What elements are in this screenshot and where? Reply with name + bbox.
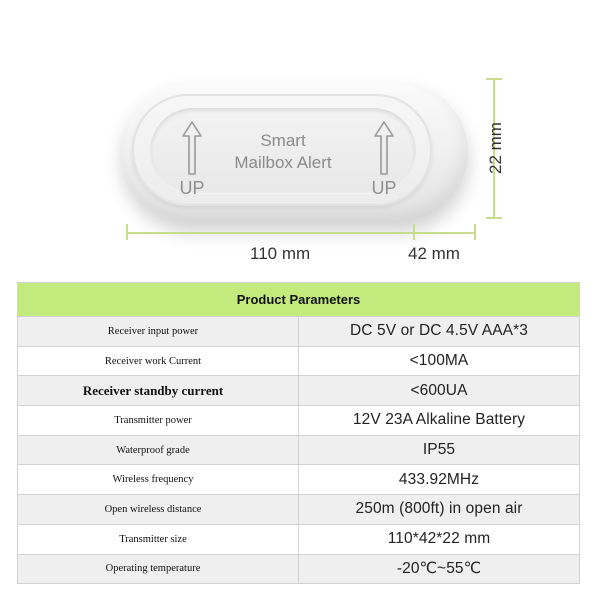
param-name: Wireless frequency [18, 465, 299, 495]
param-name: Waterproof grade [18, 435, 299, 465]
dimension-tick [486, 78, 502, 80]
table-row [18, 554, 580, 584]
table-row [18, 376, 580, 406]
dimension-line-length [126, 232, 414, 234]
param-name: Transmitter power [18, 406, 299, 436]
dimension-height-label: 22 mm [485, 122, 505, 174]
device-body [122, 82, 468, 222]
param-value: -20℃~55℃ [299, 554, 580, 584]
param-name: Operating temperature [18, 554, 299, 584]
param-name: Receiver work Current [18, 346, 299, 376]
dimension-length-label: 110 mm [250, 244, 311, 263]
param-value: DC 5V or DC 4.5V AAA*3 [299, 317, 580, 347]
param-value: 12V 23A Alkaline Battery [299, 406, 580, 436]
up-mark-right [364, 120, 404, 204]
param-name: Open wireless distance [18, 495, 299, 525]
dimension-width-label: 42 mm [408, 244, 460, 263]
table-row [18, 317, 580, 347]
param-name: Receiver standby current [18, 376, 299, 406]
table-row [18, 465, 580, 495]
table-row [18, 406, 580, 436]
product-image [114, 76, 474, 228]
param-value: <100MA [299, 346, 580, 376]
param-name: Receiver input power [18, 317, 299, 347]
param-value: 110*42*22 mm [299, 524, 580, 554]
device-face [132, 94, 432, 206]
dimension-tick [486, 217, 502, 219]
param-value: 250m (800ft) in open air [299, 495, 580, 525]
param-value: <600UA [299, 376, 580, 406]
param-value: IP55 [299, 435, 580, 465]
up-label-left: UP [179, 178, 205, 198]
dimension-tick [474, 224, 476, 240]
table-row [18, 524, 580, 554]
device-text-line2: Mailbox Alert [234, 153, 332, 172]
parameters-table [17, 282, 580, 584]
dimension-tick [126, 224, 128, 240]
table-header: Product Parameters [18, 283, 580, 317]
table-row [18, 495, 580, 525]
dimension-line-width [413, 232, 475, 234]
up-arrow-icon [373, 120, 395, 176]
param-name: Transmitter size [18, 524, 299, 554]
table-row [18, 346, 580, 376]
up-label-right: UP [371, 178, 397, 198]
table-row [18, 435, 580, 465]
device-text-line1: Smart [260, 131, 306, 150]
param-value: 433.92MHz [299, 465, 580, 495]
device-panel [150, 108, 416, 198]
table-header-row [18, 283, 580, 317]
